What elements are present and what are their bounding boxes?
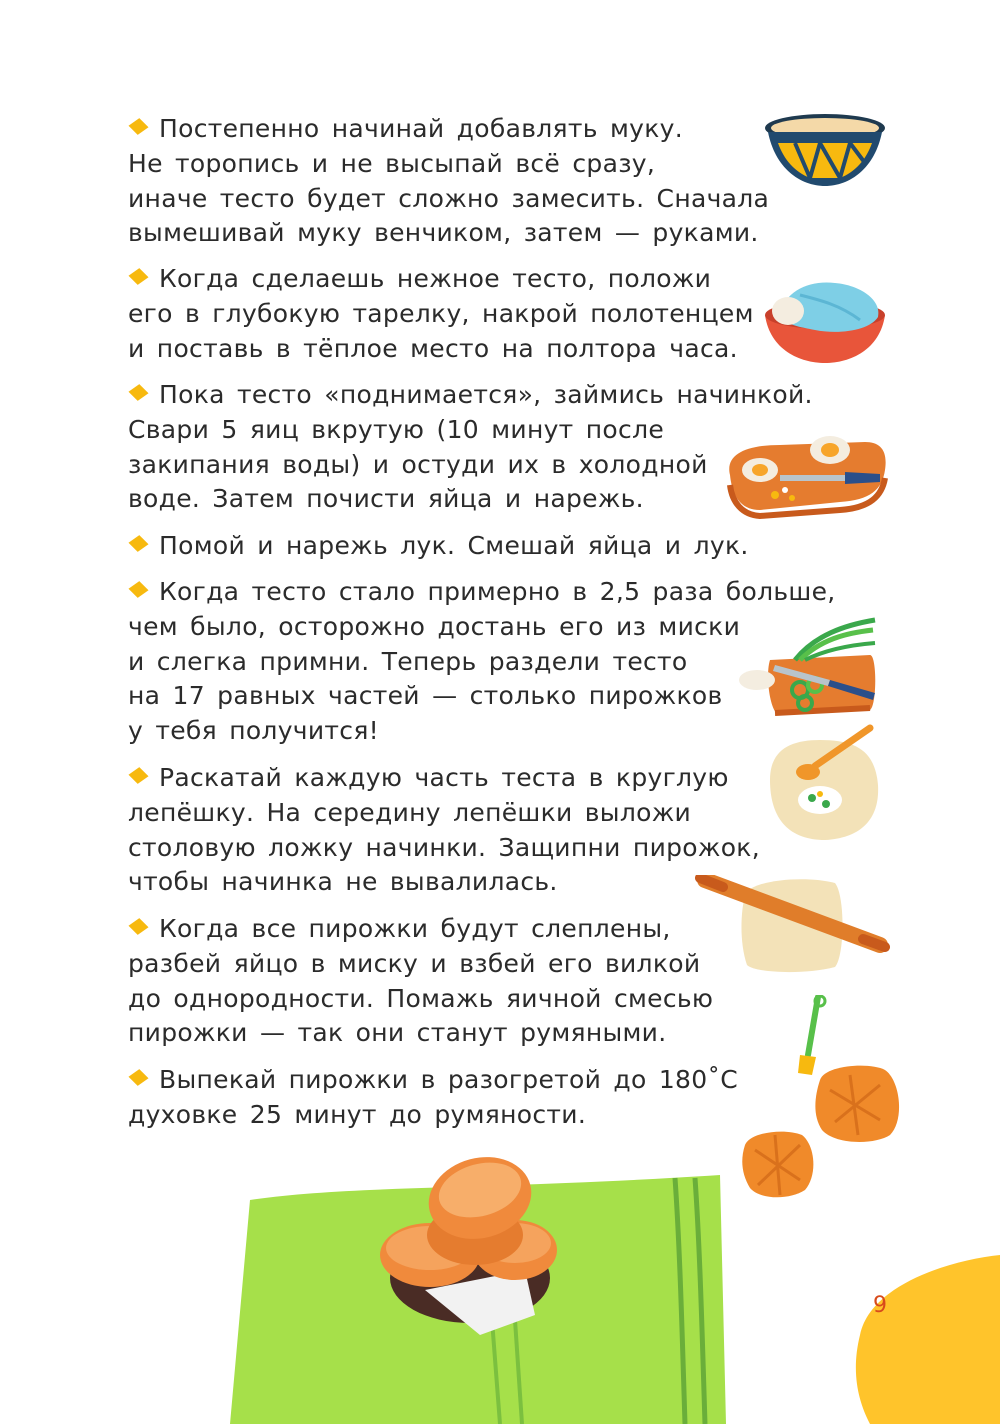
bullet-diamond-icon	[128, 918, 148, 935]
recipe-step	[128, 912, 713, 1051]
step-line: Когда все пирожки будут слеплены,	[128, 912, 713, 947]
bullet-diamond-icon	[128, 268, 148, 285]
step-line: и поставь в тёплое место на полтора часа.	[128, 333, 738, 363]
covered-bowl-illustration	[760, 275, 890, 365]
yellow-corner-shape	[830, 1255, 1000, 1424]
step-line: разбей яйцо в миску и взбей его вилкой	[128, 948, 701, 978]
step-line: Когда сделаешь нежное тесто, положи	[128, 262, 754, 297]
step-line: лепёшку. На середину лепёшки выложи	[128, 797, 692, 827]
step-line: чем было, осторожно достань его из миски	[128, 611, 741, 641]
step-line: закипания воды) и остуди их в холодной	[128, 449, 708, 479]
step-line: пирожки — так они станут румяными.	[128, 1018, 667, 1048]
step-line: чтобы начинка не вывалилась.	[128, 867, 558, 897]
step-line: Постепенно начинай добавлять муку.	[128, 112, 769, 147]
step-line: Помой и нарежь лук. Смешай яйца и лук.	[128, 529, 749, 564]
raw-pies-illustration	[740, 1060, 920, 1205]
flour-bowl-illustration	[760, 108, 890, 188]
step-line: Не торопись и не высыпай всё сразу,	[128, 148, 656, 178]
recipe-step	[128, 529, 749, 564]
step-line: Пока тесто «поднимается», займись начинкой.	[128, 378, 813, 413]
bullet-diamond-icon	[128, 384, 148, 401]
step-line: его в глубокую тарелку, накрой полотенцем	[128, 298, 754, 328]
bullet-diamond-icon	[128, 535, 148, 552]
recipe-step	[128, 112, 769, 251]
page-number: 9	[873, 1293, 887, 1318]
step-line: Выпекай пирожки в разогретой до 180˚С	[128, 1063, 738, 1098]
step-line: на 17 равных частей — столько пирожков	[128, 681, 723, 711]
recipe-step	[128, 262, 754, 366]
step-line: у тебя получится!	[128, 716, 379, 746]
recipe-step	[128, 378, 813, 517]
step-line: вымешивай муку венчиком, затем — руками.	[128, 218, 759, 248]
recipe-step	[128, 761, 760, 900]
step-line: воде. Затем почисти яйца и нарежь.	[128, 484, 644, 514]
plate-of-pies-illustration	[375, 1140, 575, 1340]
bullet-diamond-icon	[128, 767, 148, 784]
recipe-step	[128, 1063, 738, 1133]
step-line: столовую ложку начинки. Защипни пирожок,	[128, 832, 760, 862]
bullet-diamond-icon	[128, 118, 148, 135]
step-line: Раскатай каждую часть теста в круглую	[128, 761, 760, 796]
step-line: Свари 5 яиц вкрутую (10 минут после	[128, 414, 665, 444]
step-line: и слегка примни. Теперь раздели тесто	[128, 646, 688, 676]
step-line: иначе тесто будет сложно замесить. Сначала	[128, 183, 770, 213]
step-line: до однородности. Помажь яичной смесью	[128, 983, 714, 1013]
step-line: духовке 25 минут до румяности.	[128, 1099, 587, 1129]
recipe-step	[128, 575, 836, 749]
bullet-diamond-icon	[128, 581, 148, 598]
bullet-diamond-icon	[128, 1069, 148, 1086]
step-line: Когда тесто стало примерно в 2,5 раза больше,	[128, 575, 836, 610]
